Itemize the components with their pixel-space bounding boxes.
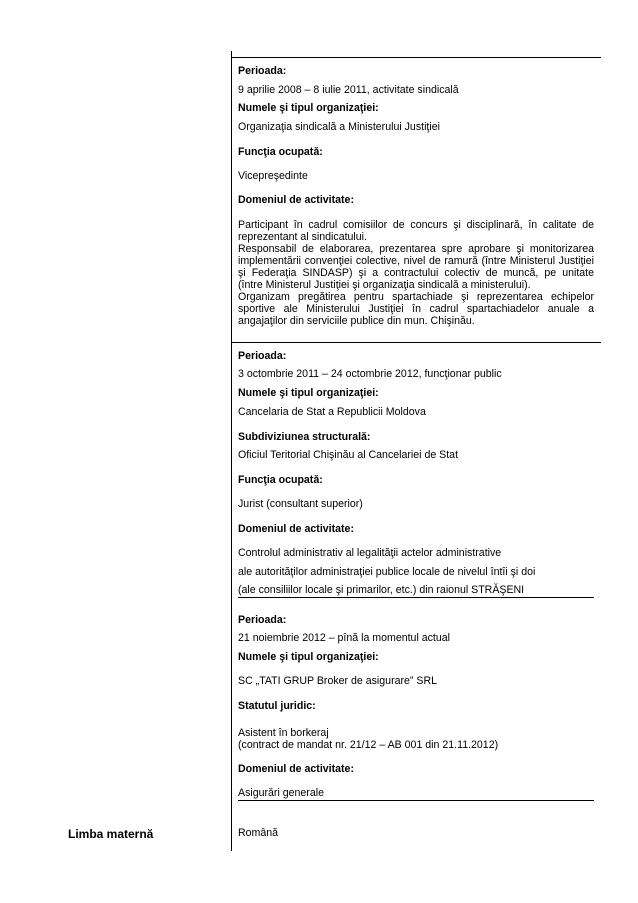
entry-1-bottom-rule (231, 342, 601, 343)
entry-1-domain-label: Domeniul de activitate: (238, 194, 354, 206)
domain-line: sportive ale Ministerului Justiţiei în cadrul spartachiadelor anuale a (238, 303, 594, 315)
entry-2-function: Jurist (consultant superior) (238, 498, 363, 510)
entry-2-org-label: Numele şi tipul organizaţiei: (238, 387, 379, 399)
domain-line: Participant în cadrul comisiilor de concurs şi disciplinară, în calitate de (238, 219, 594, 231)
entry-2-bottom-rule (238, 597, 594, 598)
entry-2-subdiv-label: Subdiviziunea structurală: (238, 431, 371, 443)
entry-2-domain-label: Domeniul de activitate: (238, 523, 354, 535)
entry-1-org-label: Numele şi tipul organizaţiei: (238, 102, 379, 114)
entry-3-org-label: Numele şi tipul organizaţiei: (238, 651, 379, 663)
entry-3-domain-label: Domeniul de activitate: (238, 763, 354, 775)
entry-1-org: Organizaţia sindicală a Ministerului Justiţiei (238, 121, 440, 133)
entry-3-period-label: Perioada: (238, 614, 287, 626)
domain-line: Responsabil de elaborarea, prezentarea spre aprobare şi monitorizarea (238, 243, 594, 255)
entry-2-domain-line-1: Controlul administrativ al legalităţii actelor administrative (238, 547, 502, 559)
domain-line: şi Federaţia SINDASP) şi a contractului colectiv de muncă, pe unitate (238, 267, 594, 279)
domain-line: reprezentant al sindicatului. (238, 231, 367, 243)
entry-3-status-label: Statutul juridic: (238, 700, 316, 712)
entry-3-status-line-2: (contract de mandat nr. 21/12 – AB 001 din 21.11.2012) (238, 739, 499, 751)
entry-2-period: 3 octombrie 2011 – 24 octombrie 2012, funcţionar public (238, 368, 502, 380)
entry-2-subdiv: Oficiul Teritorial Chişinău al Cancelariei de Stat (238, 449, 459, 461)
entry-3-domain: Asigurări generale (238, 787, 324, 799)
entry-2-domain-line-2: ale autorităţilor administraţiei publice locale de nivelul întîi şi doi (238, 566, 536, 578)
entry-3-org: SC „TATI GRUP Broker de asigurare” SRL (238, 675, 437, 687)
entry-2-domain-line-3: (ale consiliilor locale şi primarilor, etc.) din raionul STRĂŞENI (238, 584, 525, 596)
domain-line: (între Ministerul Justiţiei şi organizaţia sindicală a ministerului). (238, 279, 531, 291)
entry-1-top-rule (231, 57, 601, 58)
entry-2-period-label: Perioada: (238, 350, 287, 362)
entry-1-function-label: Funcţia ocupată: (238, 146, 323, 158)
mother-tongue-value: Română (238, 827, 279, 839)
domain-line: angajaţilor din serviciile publice din mun. Chişinău. (238, 315, 475, 327)
entry-3-status-line-1: Asistent în borkeraj (238, 727, 329, 739)
entry-1-period: 9 aprilie 2008 – 8 iulie 2011, activitate sindicală (238, 84, 459, 96)
entry-1-domain-text (238, 219, 594, 327)
entry-1-period-label: Perioada: (238, 65, 287, 77)
entry-2-org: Cancelaria de Stat a Republicii Moldova (238, 406, 426, 418)
entry-1-function: Vicepreşedinte (238, 170, 308, 182)
domain-line: implementării convenţiei colective, nivel de ramură (între Ministerul Justiţiei (238, 255, 594, 267)
column-divider (231, 51, 232, 851)
entry-2-function-label: Funcţia ocupată: (238, 474, 323, 486)
mother-tongue-label: Limba maternă (68, 827, 154, 841)
entry-3-period: 21 noiembrie 2012 – pînă la momentul actual (238, 632, 451, 644)
entry-3-bottom-rule (238, 800, 594, 801)
domain-line: Organizam pregătirea pentru spartachiade şi reprezentarea echipelor (238, 291, 594, 303)
